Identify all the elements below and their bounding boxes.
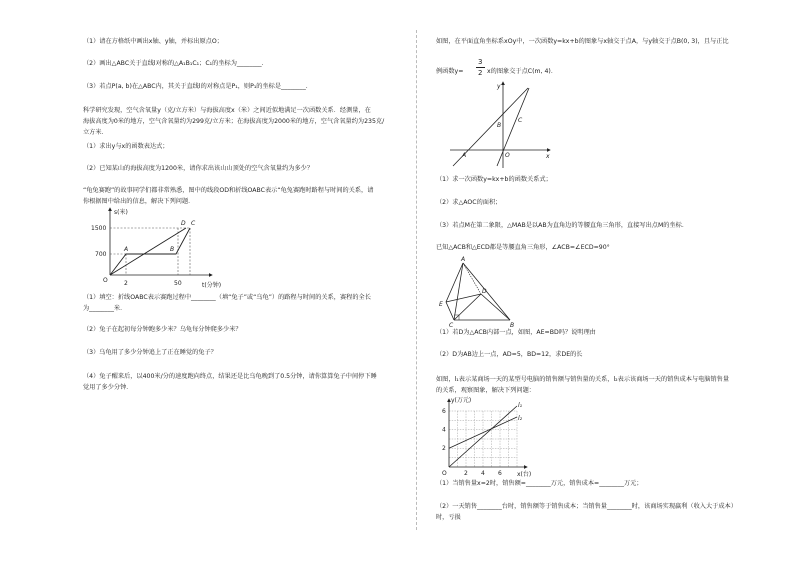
q6-step2a: （2）一天销售________台时，销售额等于销售成本；当销售量________时，该商场实现赢利（收入大于成本） <box>436 503 737 510</box>
q6-step1: （1）当销售量x=2时，销售额=________万元，销售成本=________万元； <box>436 480 643 487</box>
q4-para1: 如图，在平面直角坐标系xOy中，一次函数y=kx+b的图象与x轴交于点A，与y轴交于点B(0, 3)，且与正比 <box>436 38 729 45</box>
q3-step1a: （1）填空：折线OABC表示赛跑过程中________（填“兔子”或“乌龟”）的路程与时间的关系，赛程的全长 <box>83 294 371 301</box>
tri-cd <box>454 294 481 320</box>
tri-label-e: E <box>439 301 443 308</box>
sales-ytick-4: 4 <box>442 426 446 434</box>
q1-step1: （1）请在方格纸中画出x轴、y轴，并标出原点O； <box>83 38 223 45</box>
q2-step1: （1）求出y与x的函数表达式； <box>83 143 169 150</box>
sales-xtick-6: 6 <box>498 470 502 477</box>
tortoise-segment-od <box>110 228 186 275</box>
sales-label-l2: l₂ <box>518 415 523 422</box>
race-y-unit: s(米) <box>114 209 128 216</box>
q1-step2: （2）画出△ABC关于直线l对称的△A₁B₁C₁；C₁的坐标为________． <box>83 60 268 67</box>
q4-fraction-numerator: 3 <box>478 58 483 66</box>
q6-step2b: 时，亏损 <box>436 514 461 521</box>
lf-point-a: A <box>462 152 467 159</box>
q4-fraction-denominator: 2 <box>478 69 483 77</box>
q3-step4a: （4）兔子醒来后，以400米/分的速度跑向终点，结果还是比乌龟晚到了0.5分钟，请你算算兔子中间停下睡 <box>83 373 377 380</box>
q2-para3: 立方米． <box>83 129 108 136</box>
race-point-a: A <box>124 246 129 253</box>
tri-label-d: D <box>482 288 487 295</box>
sales-xtick-4: 4 <box>481 470 485 477</box>
q6-para2: 的关系，观察图象，解决下列问题： <box>436 387 535 394</box>
tri-ae <box>446 263 463 302</box>
q4-step2: （2）求△AOC的面积； <box>436 199 502 206</box>
q4-step3: （3）若点M在第二象限，△MAB是以AB为直角边的等腰直角三角形，直接写出点M的坐标． <box>436 222 689 229</box>
q5-step1: （1）若D为△ACB内部一点，如图，AE=BD吗？说明理由 <box>436 329 596 336</box>
tri-ca <box>454 263 463 320</box>
sales-y-unit: y(万元) <box>451 397 472 404</box>
race-point-c: C <box>191 220 196 227</box>
tri-label-c: C <box>449 322 454 328</box>
q1-step3: （3）若点P(a, b)在△ABC内，其关于直线l的对称点是P₁，则P₁的坐标是________． <box>83 83 312 90</box>
triangle-figure <box>437 252 517 328</box>
q3-step3: （3）乌龟用了多少分钟追上了正在睡觉的兔子？ <box>83 349 217 356</box>
q3-step1b: 为________米． <box>83 305 127 312</box>
sales-label-l1: l₁ <box>518 402 523 409</box>
lf-line-proportional <box>497 88 529 166</box>
lf-x-label: x <box>546 153 550 160</box>
sales-ytick-6: 6 <box>442 408 446 415</box>
q3-para2: 你根据图中给出的信息，解决下列问题． <box>83 198 195 205</box>
tri-ce <box>446 302 454 320</box>
tri-bd <box>481 294 510 320</box>
q5-para1: 已知△ACB和△ECD都是等腰直角三角形，∠ACB=∠ECD=90° <box>436 244 610 251</box>
q4-fraction-bar <box>476 67 485 68</box>
race-point-d: D <box>181 220 186 227</box>
column-divider <box>416 30 417 530</box>
tri-label-a: A <box>461 256 466 263</box>
sales-x-unit: x(台) <box>517 471 532 478</box>
sales-origin: O <box>442 470 447 477</box>
race-ytick-700: 700 <box>95 251 107 258</box>
sales-xtick-2: 2 <box>464 470 468 477</box>
q4-para2-post: x的图象交于点C(m, 4)． <box>487 68 558 75</box>
q2-step2: （2）已知某山的海拔高度为1200米，请你求出该山山顶处的空气含氧量约为多少？ <box>83 165 314 172</box>
lf-point-c: C <box>518 117 523 124</box>
tri-ed <box>446 294 481 302</box>
sales-ytick-2: 2 <box>442 445 446 452</box>
q3-para1: “龟兔赛跑”的故事同学们都非常熟悉，图中的线段OD和折线OABC表示“龟兔赛跑时路程与时间的关系，请 <box>83 187 374 194</box>
race-graph <box>90 205 230 293</box>
race-ytick-1500: 1500 <box>91 225 107 232</box>
q3-step2: （2）兔子在起初每分钟跑多少米？乌龟每分钟爬多少米？ <box>83 326 242 333</box>
q4-step1: （1）求一次函数y=kx+b的函数关系式； <box>436 176 552 183</box>
sales-grid <box>449 411 517 467</box>
q6-para1: 如图，l₁表示某商场一天的某型号电脑的销售额与销售量的关系，l₂表示该商场一天的销售成本与电脑销售量 <box>436 376 730 383</box>
q2-para2: 海拔高度为0米的地方，空气含氧量约为299克/立方米；在海拔高度为2000米的地方，空气含氧量约为235克/ <box>83 118 385 125</box>
q3-step4b: 觉用了多少分钟． <box>83 384 133 391</box>
lf-point-b: B <box>497 122 502 129</box>
linear-function-graph <box>445 78 555 170</box>
race-point-b: B <box>170 246 175 253</box>
lf-y-label: y <box>497 83 501 90</box>
q5-step2: （2）D为AB边上一点，AD=5，BD=12，求DE的长 <box>436 351 583 358</box>
tri-ad <box>463 263 481 294</box>
q2-para1: 科学研究发现，空气含氧量y（克/立方米）与海拔高度x（米）之间近似地满足一次函数关系．经测量，在 <box>83 107 371 114</box>
race-origin: O <box>103 277 108 284</box>
q4-para2-pre: 例函数y= <box>436 68 464 75</box>
tri-label-b: B <box>510 322 515 328</box>
lf-origin: O <box>505 152 510 159</box>
race-xtick-2: 2 <box>124 280 128 287</box>
race-x-unit: t(分钟) <box>202 282 222 289</box>
sales-graph <box>437 394 537 478</box>
race-xtick-50: 50 <box>174 280 182 287</box>
